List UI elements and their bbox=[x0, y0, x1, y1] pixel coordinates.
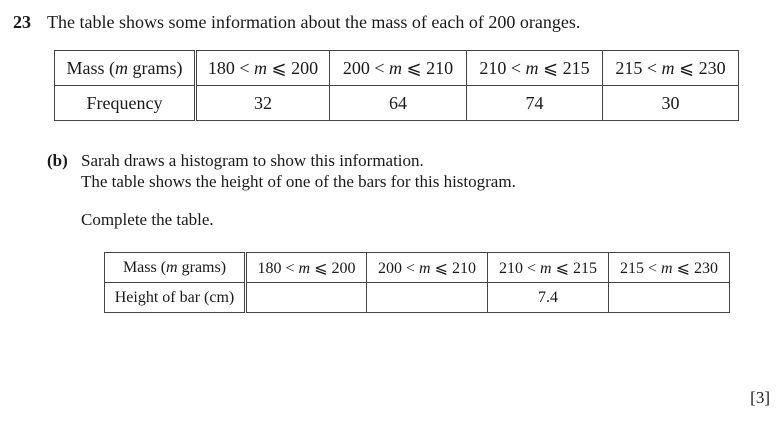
class-interval-cell: 210 < m ⩽ 215 bbox=[467, 51, 603, 86]
class-interval-cell: 210 < m ⩽ 215 bbox=[488, 253, 609, 283]
class-interval-cell: 200 < m ⩽ 210 bbox=[367, 253, 488, 283]
part-b-instruction: Complete the table. bbox=[81, 210, 214, 229]
table-row bbox=[55, 86, 739, 121]
class-interval-cell: 215 < m ⩽ 230 bbox=[603, 51, 739, 86]
mass-header-cell: Mass (m grams) bbox=[55, 51, 196, 86]
height-answer-cell[interactable] bbox=[367, 283, 488, 313]
frequency-cell: 74 bbox=[467, 86, 603, 121]
table-row bbox=[105, 253, 730, 283]
height-answer-cell[interactable] bbox=[609, 283, 730, 313]
marks-indicator: [3] bbox=[750, 388, 770, 407]
frequency-cell: 64 bbox=[330, 86, 467, 121]
height-answer-cell[interactable] bbox=[246, 283, 367, 313]
frequency-cell: 32 bbox=[196, 86, 330, 121]
table-row bbox=[105, 283, 730, 313]
class-interval-cell: 200 < m ⩽ 210 bbox=[330, 51, 467, 86]
mass-header-cell: Mass (m grams) bbox=[105, 253, 246, 283]
part-b-label: (b) bbox=[47, 151, 68, 170]
class-interval-cell: 180 < m ⩽ 200 bbox=[246, 253, 367, 283]
frequency-cell: 30 bbox=[603, 86, 739, 121]
question-intro: The table shows some information about the mass of each of 200 oranges. bbox=[47, 12, 581, 32]
frequency-table bbox=[54, 50, 739, 121]
height-header-cell: Height of bar (cm) bbox=[105, 283, 246, 313]
frequency-header-cell: Frequency bbox=[55, 86, 196, 121]
question-number: 23 bbox=[13, 12, 31, 32]
part-b-line-2: The table shows the height of one of the bars for this histogram. bbox=[81, 172, 516, 191]
height-given-cell: 7.4 bbox=[488, 283, 609, 313]
class-interval-cell: 180 < m ⩽ 200 bbox=[196, 51, 330, 86]
class-interval-cell: 215 < m ⩽ 230 bbox=[609, 253, 730, 283]
part-b-line-1: Sarah draws a histogram to show this information. bbox=[81, 151, 424, 170]
table-row bbox=[55, 51, 739, 86]
histogram-height-table bbox=[104, 252, 730, 313]
